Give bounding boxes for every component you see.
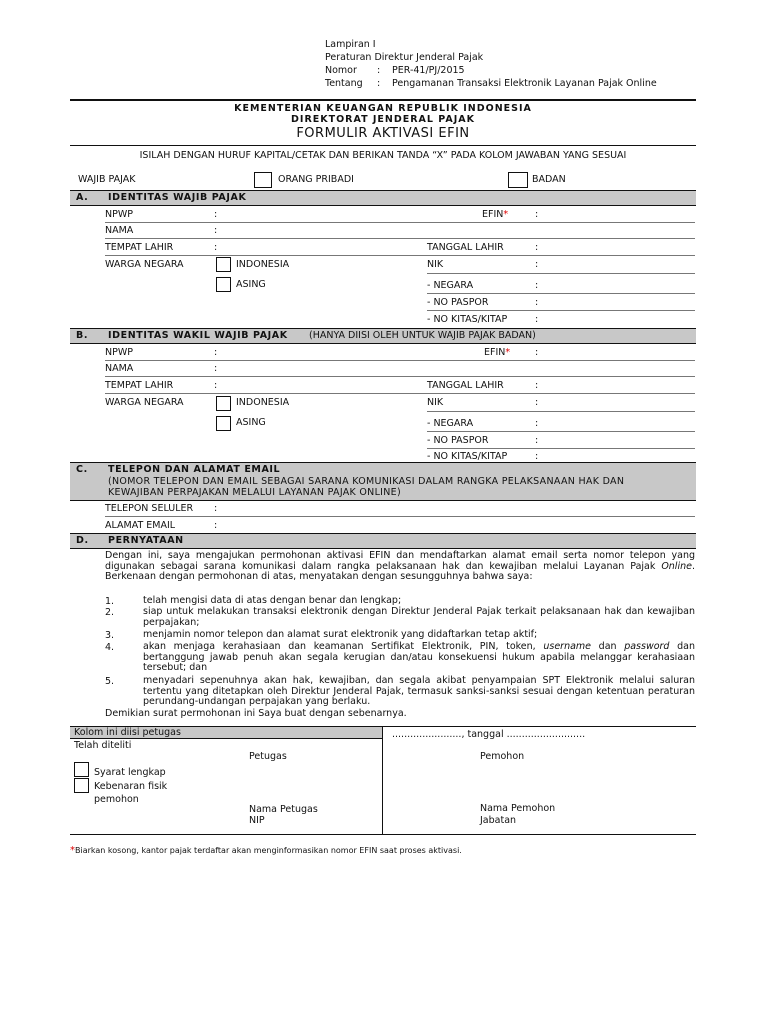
b-tanggal-colon: : (535, 380, 539, 391)
instruction-text: ISILAH DENGAN HURUF KAPITAL/CETAK DAN BERIKAN TANDA “X” PADA KOLOM JAWABAN YANG SESUAI (139, 150, 627, 161)
section-c-letter: C. (76, 464, 88, 475)
entity-label: BADAN (532, 174, 566, 185)
statement-intro: Dengan ini, saya mengajukan permohonan aktivasi EFIN dan mendaftarkan alamat email serta nomor telepon yang digunakan sebagai sarana komunikasi dalam rangka pelaksanaan hak dan kewajiban melalui Layanan Pajak Online. Berkenaan dengan permohonan di atas, menyatakan dengan sesungguhnya bahwa saya: (105, 550, 695, 582)
physical-check-checkbox[interactable] (74, 778, 89, 793)
a-indonesia-label: INDONESIA (236, 259, 290, 270)
checked-label: Telah diteliti (74, 740, 132, 751)
b-negara-label: - NEGARA (427, 418, 474, 429)
number-key: Nomor (325, 65, 357, 76)
a-nik-colon: : (535, 259, 539, 270)
item-3-number: 3. (105, 630, 115, 641)
section-d-letter: D. (76, 535, 89, 546)
b-tempat-label: TEMPAT LAHIR (105, 380, 174, 391)
b-indonesia-label: INDONESIA (236, 397, 290, 408)
individual-label: ORANG PRIBADI (278, 174, 354, 185)
regulation-label: Peraturan Direktur Jenderal Pajak (325, 52, 484, 63)
a-asing-checkbox[interactable] (216, 277, 231, 292)
section-c-note-1: (NOMOR TELEPON DAN EMAIL SEBAGAI SARANA KOMUNIKASI DALAM RANGKA PELAKSANAAN HAK DAN (108, 476, 625, 487)
c-email-colon: : (214, 520, 218, 531)
section-a-title: IDENTITAS WAJIB PAJAK (108, 192, 247, 203)
physical-check-label-2: pemohon (94, 794, 139, 805)
item-1-text: telah mengisi data di atas dengan benar dan lengkap; (143, 595, 402, 606)
form-title: FORMULIR AKTIVASI EFIN (296, 126, 470, 141)
taxpayer-type-label: WAJIB PAJAK (78, 174, 136, 185)
a-nama-colon: : (214, 225, 218, 236)
a-kitas-colon: : (535, 314, 539, 325)
requirements-checkbox[interactable] (74, 762, 89, 777)
item-1-number: 1. (105, 596, 115, 607)
entity-checkbox[interactable] (508, 172, 528, 188)
b-nik-label: NIK (427, 397, 444, 408)
b-warga-label: WARGA NEGARA (105, 397, 184, 408)
a-indonesia-checkbox[interactable] (216, 257, 231, 272)
a-paspor-colon: : (535, 297, 539, 308)
officer-header: Kolom ini diisi petugas (74, 727, 181, 738)
b-paspor-label: - NO PASPOR (427, 435, 489, 446)
top-divider (70, 99, 696, 101)
requirements-label: Syarat lengkap (94, 767, 166, 778)
b-negara-colon: : (535, 418, 539, 429)
section-c-bar (70, 462, 696, 501)
directorate-title: DIREKTORAT JENDERAL PAJAK (291, 114, 475, 125)
appendix-label: Lampiran I (325, 39, 376, 50)
officer-label: Petugas (249, 751, 287, 762)
title-divider (70, 145, 696, 146)
a-paspor-label: - NO PASPOR (427, 297, 489, 308)
a-negara-colon: : (535, 280, 539, 291)
number-value: PER-41/PJ/2015 (392, 65, 465, 76)
section-a-letter: A. (76, 192, 89, 203)
a-warga-label: WARGA NEGARA (105, 259, 184, 270)
b-tempat-colon: : (214, 380, 218, 391)
a-tanggal-label: TANGGAL LAHIR (427, 242, 504, 253)
number-sep: : (377, 65, 381, 76)
a-nama-label: NAMA (105, 225, 134, 236)
section-b-title: IDENTITAS WAKIL WAJIB PAJAK (108, 330, 288, 341)
a-nik-label: NIK (427, 259, 444, 270)
officer-name-label: Nama Petugas (249, 804, 318, 815)
ministry-title: KEMENTERIAN KEUANGAN REPUBLIK INDONESIA (234, 103, 532, 114)
a-efin-colon: : (535, 209, 539, 220)
date-line: ......................., tanggal .......................... (392, 729, 586, 740)
item-3-text: menjamin nomor telepon dan alamat surat elektronik yang didaftarkan tetap aktif; (143, 629, 538, 640)
section-d-title: PERNYATAAN (108, 535, 184, 546)
officer-nip-label: NIP (249, 815, 265, 826)
b-nama-colon: : (214, 363, 218, 374)
footnote: *Biarkan kosong, kantor pajak terdaftar akan menginformasikan nomor EFIN saat proses aktivasi. (70, 845, 462, 856)
signature-divider (382, 726, 383, 835)
subject-value: Pengamanan Transaksi Elektronik Layanan Pajak Online (392, 78, 657, 89)
b-paspor-colon: : (535, 435, 539, 446)
a-tanggal-colon: : (535, 242, 539, 253)
b-npwp-colon: : (214, 347, 218, 358)
a-kitas-label: - NO KITAS/KITAP (427, 314, 508, 325)
b-kitas-colon: : (535, 451, 539, 462)
subject-sep: : (377, 78, 381, 89)
section-c-title: TELEPON DAN ALAMAT EMAIL (108, 464, 281, 475)
item-5-number: 5. (105, 676, 115, 687)
a-negara-label: - NEGARA (427, 280, 474, 291)
b-tanggal-label: TANGGAL LAHIR (427, 380, 504, 391)
section-b-bar (70, 328, 696, 344)
section-a-bar (70, 190, 696, 206)
a-tempat-colon: : (214, 242, 218, 253)
b-indonesia-checkbox[interactable] (216, 396, 231, 411)
c-email-label: ALAMAT EMAIL (105, 520, 176, 531)
item-2-text: siap untuk melakukan transaksi elektronik dengan Direktur Jenderal Pajak terkait pelaksanaan hak dan kewajiban perpajakan; (143, 606, 695, 628)
item-4-text: akan menjaga kerahasiaan dan keamanan Sertifikat Elektronik, PIN, token, username dan password dan bertanggung jawab penuh akan segala kerugian dan/atau konsekuensi hukum apabila melanggar kerahasiaan tersebut; dan (143, 641, 695, 673)
item-4-number: 4. (105, 642, 115, 653)
b-efin-label: EFIN* (484, 347, 511, 358)
section-d-bar (70, 533, 696, 549)
applicant-name-label: Nama Pemohon (480, 803, 556, 814)
a-tempat-label: TEMPAT LAHIR (105, 242, 174, 253)
section-b-letter: B. (76, 330, 89, 341)
signature-bottom-line (70, 834, 696, 835)
c-phone-label: TELEPON SELULER (105, 503, 194, 514)
b-efin-colon: : (535, 347, 539, 358)
a-asing-label: ASING (236, 279, 266, 290)
b-asing-label: ASING (236, 417, 266, 428)
a-npwp-colon: : (214, 209, 218, 220)
section-c-note-2: KEWAJIBAN PERPAJAKAN MELALUI LAYANAN PAJAK ONLINE) (108, 487, 401, 498)
b-asing-checkbox[interactable] (216, 416, 231, 431)
physical-check-label: Kebenaran fisik (94, 781, 168, 792)
c-phone-colon: : (214, 503, 218, 514)
item-2-number: 2. (105, 607, 115, 618)
b-kitas-label: - NO KITAS/KITAP (427, 451, 508, 462)
b-nama-label: NAMA (105, 363, 134, 374)
individual-checkbox[interactable] (254, 172, 272, 188)
a-efin-label: EFIN* (482, 209, 509, 220)
applicant-label: Pemohon (480, 751, 525, 762)
section-b-note: (HANYA DIISI OLEH UNTUK WAJIB PAJAK BADAN) (309, 330, 536, 341)
b-npwp-label: NPWP (105, 347, 133, 358)
subject-key: Tentang (325, 78, 363, 89)
b-nik-colon: : (535, 397, 539, 408)
a-npwp-label: NPWP (105, 209, 133, 220)
applicant-position-label: Jabatan (480, 815, 517, 826)
statement-closing: Demikian surat permohonan ini Saya buat dengan sebenarnya. (105, 708, 407, 719)
item-5-text: menyadari sepenuhnya akan hak, kewajiban, dan segala akibat penyampaian SPT Elektronik melalui saluran tertentu yang ditetapkan oleh Direktur Jenderal Pajak, termasuk sanksi-sanksi sesuai dengan ketentuan peraturan perundang-undangan perpajakan yang berlaku. (143, 675, 695, 707)
